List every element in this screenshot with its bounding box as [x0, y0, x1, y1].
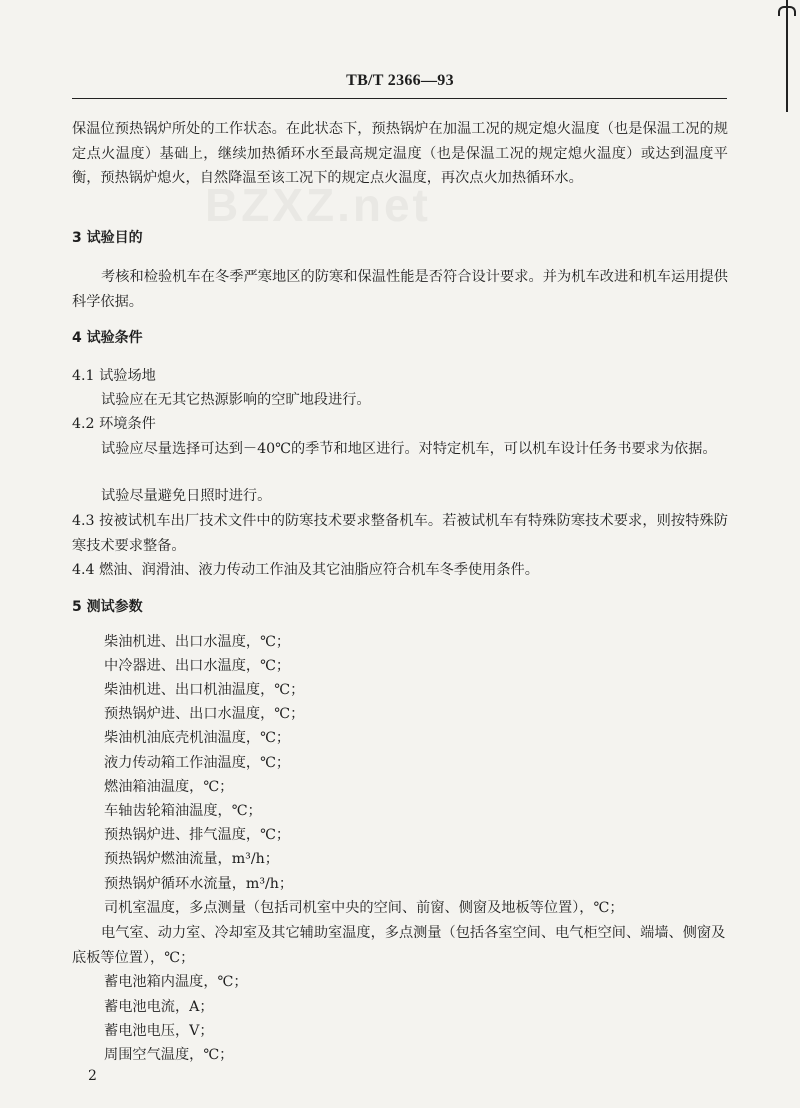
standard-number-header: TB/T 2366—93 — [346, 72, 454, 89]
param-item: 预热锅炉循环水流量，m³/h； — [104, 876, 294, 892]
section-4-4-text: 4.4 燃油、润滑油、液力传动工作油及其它油脂应符合机车冬季使用条件。 — [72, 562, 539, 578]
watermark: BZXZ.net — [205, 179, 431, 231]
section-4-2-text-1: 试验应尽量选择可达到－40℃的季节和地区进行。对特定机车，可以机车设计任务书要求为依据。 — [101, 441, 717, 457]
param-item: 蓄电池电压，V； — [104, 1023, 214, 1039]
section-4-2-title: 4.2 环境条件 — [72, 416, 156, 432]
section-4-2-text-2: 试验尽量避免日照时进行。 — [101, 488, 272, 504]
param-item: 车轴齿轮箱油温度，℃； — [104, 803, 262, 819]
section-3-text: 考核和检验机车在冬季严寒地区的防寒和保温性能是否符合设计要求。并为机车改进和机车运用提供科学依据。 — [72, 269, 728, 310]
param-item: 燃油箱油温度，℃； — [104, 779, 234, 795]
page-number: 2 — [88, 1068, 97, 1084]
param-item-multiline: 电气室、动力室、冷却室及其它辅助室温度，多点测量（包括各室空间、电气柜空间、端墙、侧窗及底板等位置），℃； — [72, 925, 726, 966]
param-item: 司机室温度，多点测量（包括司机室中央的空间、前窗、侧窗及地板等位置），℃； — [104, 900, 624, 916]
header-rule — [72, 98, 727, 99]
param-item: 柴油机进、出口机油温度，℃； — [104, 682, 305, 698]
section-4-3-text: 4.3 按被试机车出厂技术文件中的防寒技术要求整备机车。若被试机车有特殊防寒技术要求，则按特殊防寒技术要求整备。 — [72, 513, 728, 554]
param-item: 蓄电池箱内温度，℃； — [104, 974, 248, 990]
param-item: 蓄电池电流，A； — [104, 999, 214, 1015]
section-4-1-title: 4.1 试验场地 — [72, 368, 156, 384]
param-item: 液力传动箱工作油温度，℃； — [104, 755, 291, 771]
section-4-1-text: 试验应在无其它热源影响的空旷地段进行。 — [101, 392, 371, 408]
section-5-title: 5 测试参数 — [72, 599, 143, 615]
intro-paragraph: 保温位预热锅炉所处的工作状态。在此状态下，预热锅炉在加温工况的规定熄火温度（也是保温工况的规定点火温度）基础上，继续加热循环水至最高规定温度（也是保温工况的规定熄火温度）或达到温度平衡，预热锅炉熄火，自然降温至该工况下的规定点火温度，再次点火加热循环水。 — [72, 121, 728, 186]
param-item: 预热锅炉燃油流量，m³/h； — [104, 851, 279, 867]
binding-mark — [778, 6, 796, 16]
param-item: 预热锅炉进、排气温度，℃； — [104, 827, 291, 843]
param-item: 柴油机油底壳机油温度，℃； — [104, 730, 291, 746]
param-item: 中冷器进、出口水温度，℃； — [104, 658, 291, 674]
param-item: 周围空气温度，℃； — [104, 1047, 234, 1063]
section-3-title: 3 试验目的 — [72, 230, 143, 246]
section-4-title: 4 试验条件 — [72, 330, 143, 346]
param-item: 柴油机进、出口水温度，℃； — [104, 634, 291, 650]
param-item: 预热锅炉进、出口水温度，℃； — [104, 706, 305, 722]
page-edge-line — [786, 0, 788, 112]
